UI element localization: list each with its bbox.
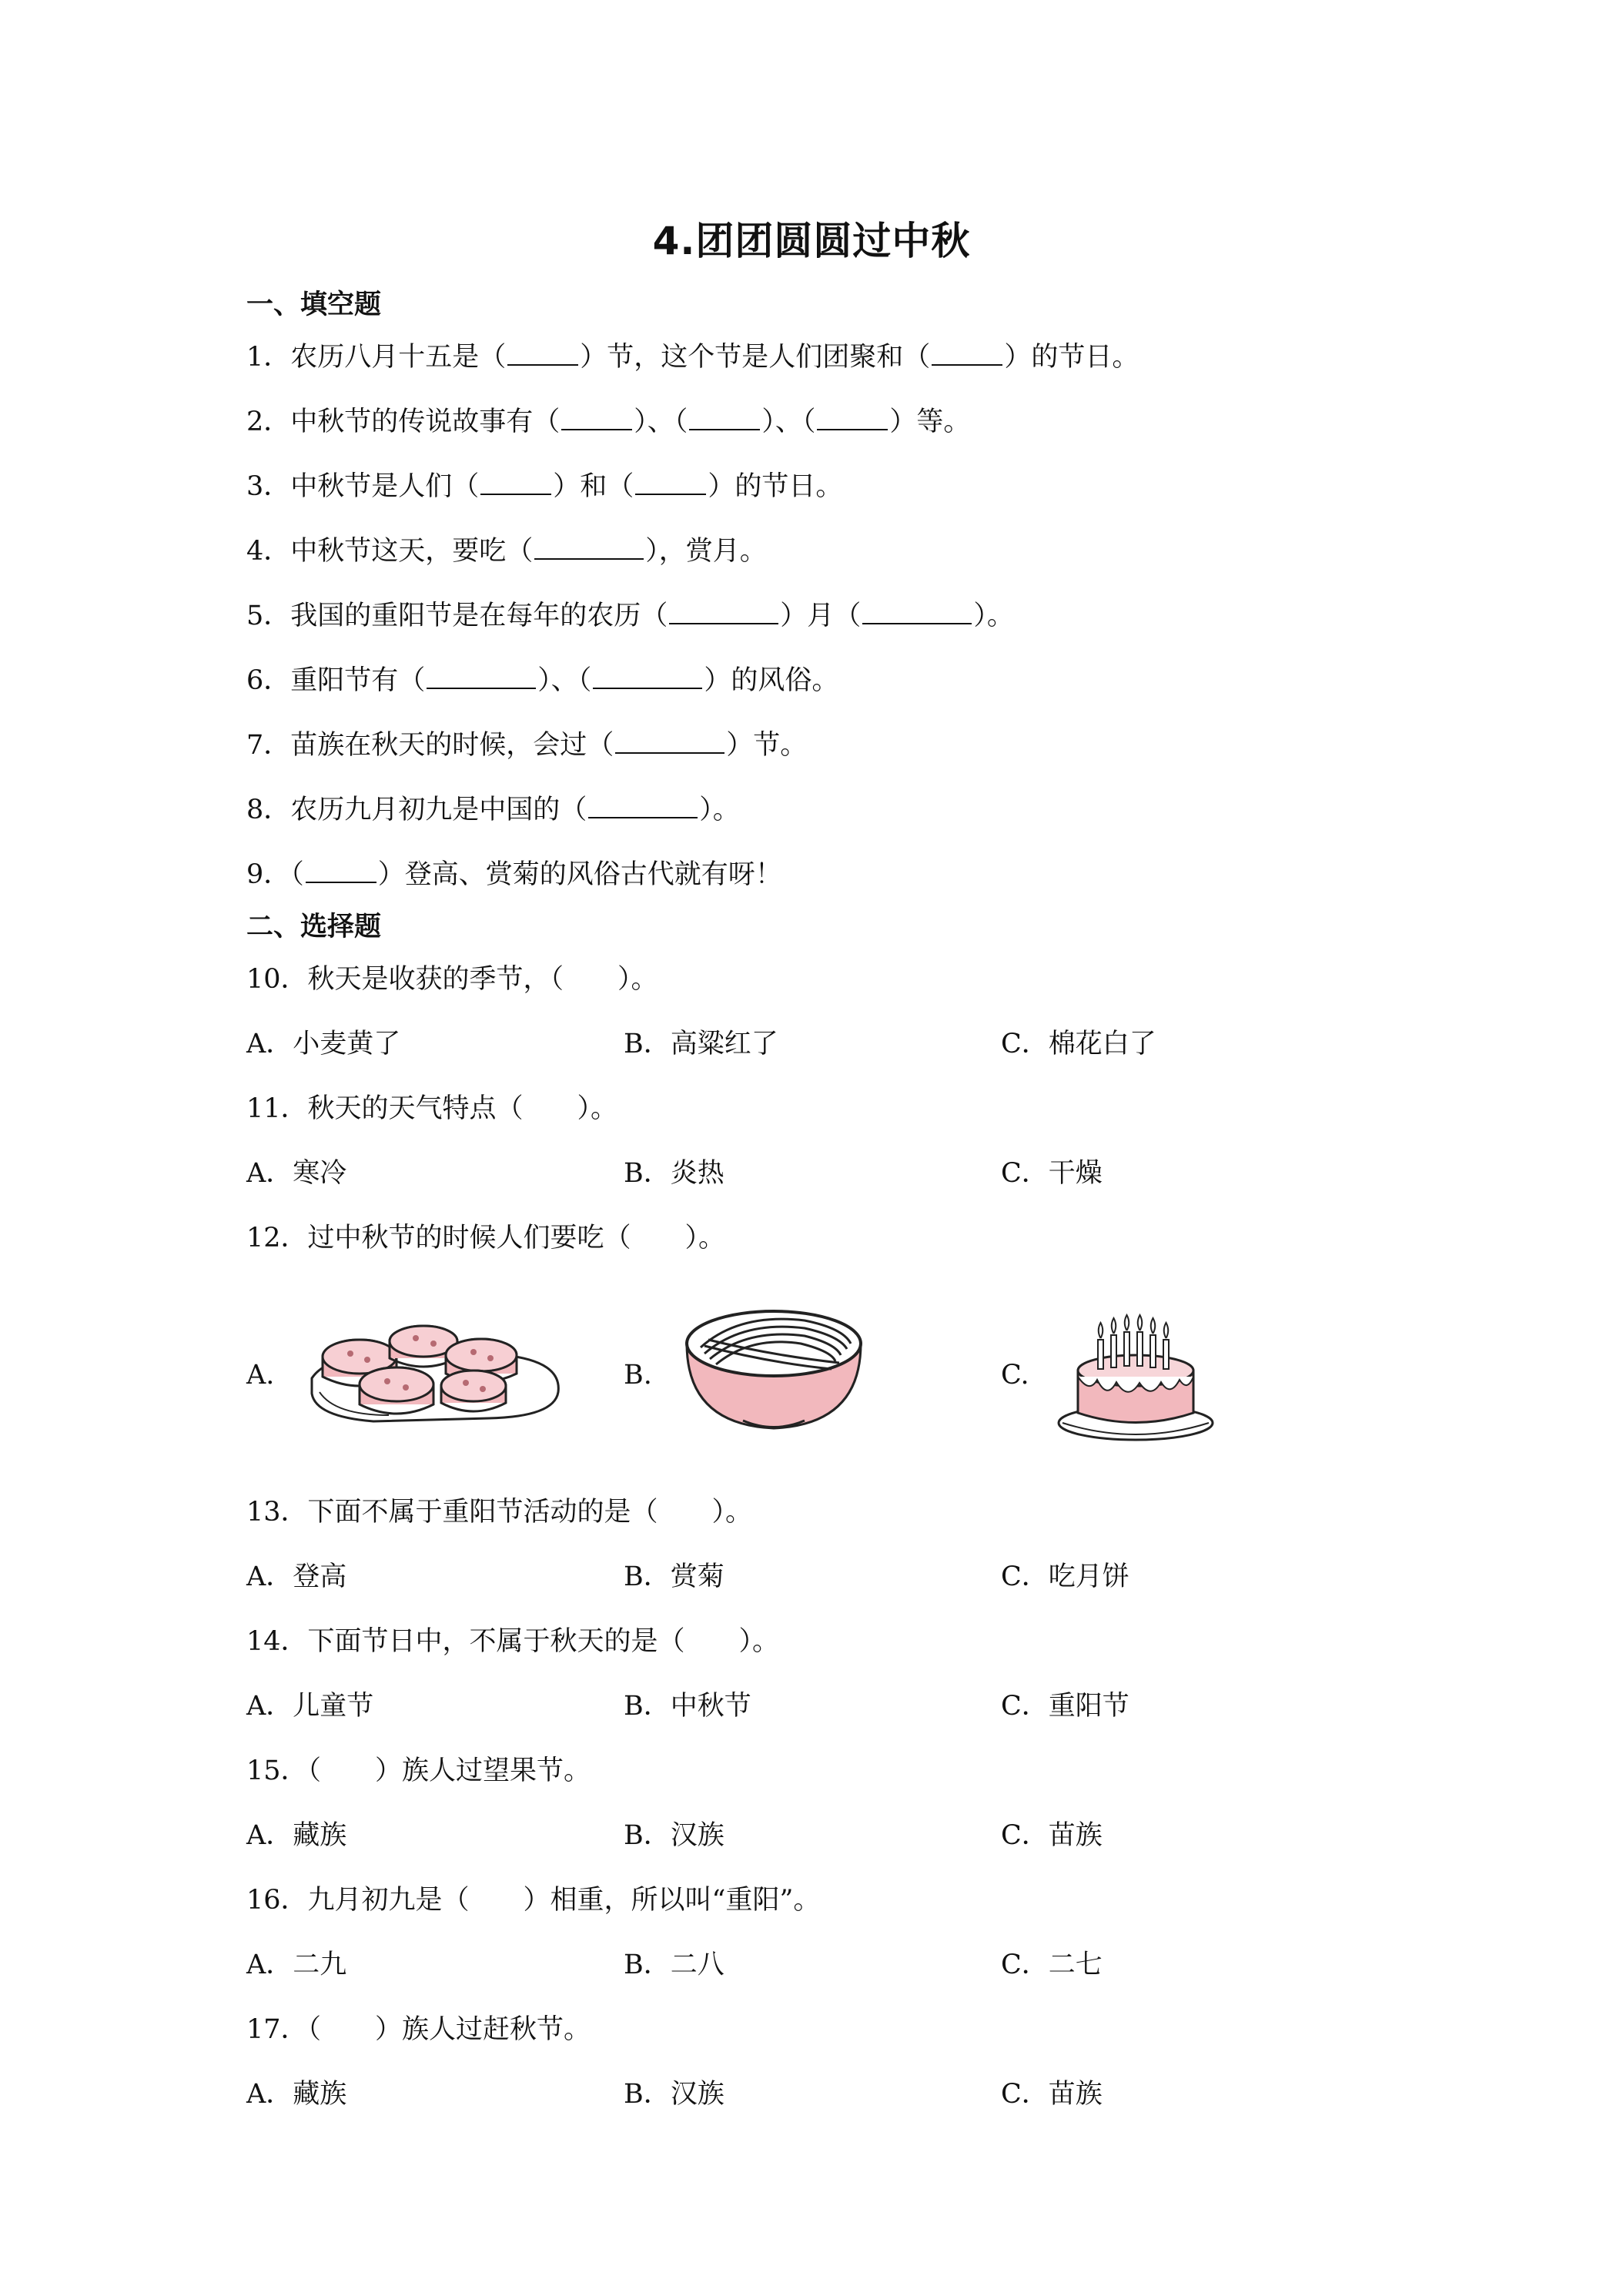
choice-question-16: 16．九月初九是（ ）相重，所以叫“重阳”。 bbox=[246, 1885, 821, 1916]
choice-question-17: 17．（ ）族人过赶秋节。 bbox=[246, 2014, 591, 2045]
answer-blank[interactable] bbox=[480, 470, 551, 495]
option-c[interactable]: C．苗族 bbox=[1001, 1820, 1103, 1851]
choice-question-11: 11．秋天的天气特点（ ）。 bbox=[246, 1093, 618, 1124]
fill-question-8: 8．农历九月初九是中国的（ ）。 bbox=[246, 795, 740, 825]
fill-question-6: 6．重阳节有（ ）、（ ）的风俗。 bbox=[246, 665, 839, 696]
choice-question-12: 12．过中秋节的时候人们要吃（ ）。 bbox=[246, 1223, 726, 1253]
answer-blank[interactable] bbox=[615, 729, 724, 754]
section-heading-choice: 二、选择题 bbox=[246, 912, 382, 942]
option-c[interactable]: C．吃月饼 bbox=[1001, 1561, 1129, 1592]
choice-question-15: 15．（ ）族人过望果节。 bbox=[246, 1755, 591, 1786]
choice-question-13: 13．下面不属于重阳节活动的是（ ）。 bbox=[246, 1497, 753, 1528]
answer-blank[interactable] bbox=[932, 341, 1002, 366]
fill-question-9: 9．（ ）登高、赏菊的风俗古代就有呀！ bbox=[246, 859, 782, 890]
answer-blank[interactable] bbox=[588, 794, 698, 818]
fill-question-5: 5．我国的重阳节是在每年的农历（ ）月（ ）。 bbox=[246, 601, 1014, 631]
option-b[interactable]: B．赏菊 bbox=[624, 1561, 724, 1592]
option-c[interactable]: C．苗族 bbox=[1001, 2079, 1103, 2110]
birthday-cake-image[interactable] bbox=[1055, 1309, 1216, 1444]
answer-blank[interactable] bbox=[534, 535, 644, 560]
option-a[interactable]: A．登高 bbox=[246, 1561, 347, 1592]
option-b[interactable]: B．汉族 bbox=[624, 2079, 724, 2110]
option-b[interactable]: B．炎热 bbox=[624, 1158, 724, 1189]
option-c[interactable]: C．重阳节 bbox=[1001, 1691, 1129, 1722]
option-c[interactable]: C. bbox=[1001, 1360, 1029, 1391]
option-a[interactable]: A．二九 bbox=[246, 1950, 347, 1980]
answer-blank[interactable] bbox=[689, 406, 760, 430]
option-a[interactable]: A．寒冷 bbox=[246, 1158, 347, 1189]
option-c[interactable]: C．二七 bbox=[1001, 1950, 1103, 1980]
option-b[interactable]: B．二八 bbox=[624, 1950, 724, 1980]
answer-blank[interactable] bbox=[593, 664, 702, 689]
answer-blank[interactable] bbox=[561, 406, 632, 430]
fill-question-7: 7．苗族在秋天的时候，会过（ ）节。 bbox=[246, 730, 808, 761]
answer-blank[interactable] bbox=[427, 664, 536, 689]
option-b[interactable]: B．高粱红了 bbox=[624, 1029, 778, 1059]
answer-blank[interactable] bbox=[817, 406, 888, 430]
answer-blank[interactable] bbox=[635, 470, 706, 495]
option-b[interactable]: B. bbox=[624, 1360, 652, 1391]
choice-question-10: 10．秋天是收获的季节，（ ）。 bbox=[246, 964, 658, 995]
option-c[interactable]: C．棉花白了 bbox=[1001, 1029, 1156, 1059]
option-a[interactable]: A．儿童节 bbox=[246, 1691, 374, 1722]
fill-question-2: 2．中秋节的传说故事有（ ）、（ ）、（ ）等。 bbox=[246, 407, 971, 437]
noodle-bowl-image[interactable] bbox=[678, 1301, 870, 1436]
answer-blank[interactable] bbox=[306, 858, 376, 883]
option-a[interactable]: A．藏族 bbox=[246, 2079, 347, 2110]
option-a[interactable]: A. bbox=[246, 1360, 275, 1391]
answer-blank[interactable] bbox=[862, 600, 972, 624]
option-a[interactable]: A．藏族 bbox=[246, 1820, 347, 1851]
fill-question-1: 1．农历八月十五是（ ）节，这个节是人们团聚和（ ）的节日。 bbox=[246, 342, 1139, 373]
option-b[interactable]: B．中秋节 bbox=[624, 1691, 751, 1722]
fill-question-4: 4．中秋节这天，要吃（ ），赏月。 bbox=[246, 536, 767, 567]
option-a[interactable]: A．小麦黄了 bbox=[246, 1029, 401, 1059]
page-title: 4.团团圆圆过中秋 bbox=[652, 219, 971, 263]
mooncakes-on-plate-image[interactable] bbox=[304, 1301, 566, 1432]
option-b[interactable]: B．汉族 bbox=[624, 1820, 724, 1851]
answer-blank[interactable] bbox=[669, 600, 778, 624]
answer-blank[interactable] bbox=[507, 341, 578, 366]
fill-question-3: 3．中秋节是人们（ ）和（ ）的节日。 bbox=[246, 471, 843, 502]
option-c[interactable]: C．干燥 bbox=[1001, 1158, 1103, 1189]
choice-question-14: 14．下面节日中，不属于秋天的是（ ）。 bbox=[246, 1626, 780, 1657]
section-heading-fill: 一、填空题 bbox=[246, 290, 382, 320]
